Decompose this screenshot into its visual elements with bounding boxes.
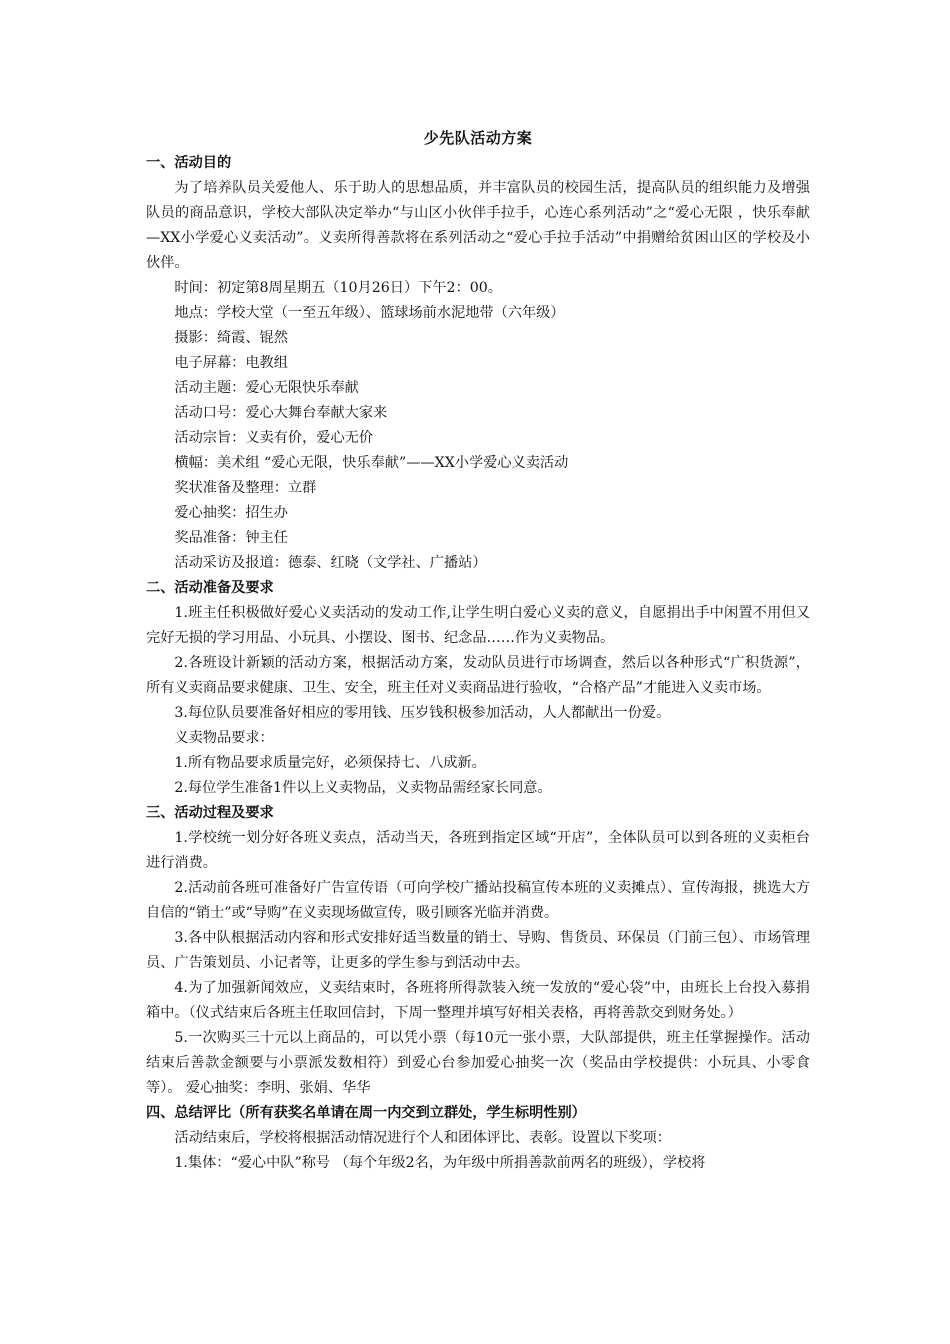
detail-line: 奖状准备及整理：立群 [174, 480, 317, 496]
detail-line: 活动宗旨：义卖有价，爱心无价 [174, 430, 374, 446]
requirement-item: 1.所有物品要求质量完好，必须保持七、八成新。 [174, 755, 486, 771]
document-title: 少先队活动方案 [423, 129, 533, 147]
detail-line: 活动口号：爱心大舞台奉献大家来 [174, 405, 388, 421]
requirements-label: 义卖物品要求： [174, 730, 274, 746]
paragraph: 5.一次购买三十元以上商品的，可以凭小票（每10元一张小票，大队部提供，班主任掌握操作。活动结束后善款金额要与小票派发数相符）到爱心台参加爱心抽奖一次（奖品由学校提供：小玩具、小零食等）。 爱心抽奖：李明、张娟、华华 [146, 1030, 810, 1096]
paragraph: 3.每位队员要准备好相应的零用钱、压岁钱积极参加活动，人人都献出一份爱。 [174, 705, 671, 721]
detail-line: 活动主题：爱心无限快乐奉献 [174, 380, 359, 396]
section-heading-4: 四、总结评比（所有获奖名单请在周一内交到立群处，学生标明性别） [146, 1105, 586, 1121]
paragraph: 为了培养队员关爱他人、乐于助人的思想品质，并丰富队员的校园生活，提高队员的组织能力及增强队员的商品意识，学校大部队决定举办“与山区小伙伴手拉手，心连心系列活动”之“爱心无限 ，快乐奉献—XX小学爱心义卖活动”。义卖所得善款将在系列活动之“爱心手拉手活动”中捐赠给贫困山区的学校及小伙伴。 [146, 180, 810, 271]
detail-line: 活动采访及报道：德泰、红晓（文学社、广播站） [174, 555, 487, 571]
detail-line: 电子屏幕：电教组 [174, 355, 288, 371]
section-heading-2: 二、活动准备及要求 [146, 580, 274, 596]
detail-line: 横幅：美术组 “爱心无限，快乐奉献”——XX小学爱心义卖活动 [174, 455, 569, 471]
requirement-item: 2.每位学生准备1件以上义卖物品，义卖物品需经家长同意。 [174, 780, 552, 796]
paragraph: 1.班主任积极做好爱心义卖活动的发动工作,让学生明白爱心义卖的意义，自愿捐出手中闲置不用但又完好无损的学习用品、小玩具、小摆设、图书、纪念品……作为义卖物品。 [146, 605, 810, 646]
detail-line: 地点：学校大堂（一至五年级）、篮球场前水泥地带（六年级） [174, 305, 565, 321]
paragraph: 2.各班设计新颖的活动方案，根据活动方案，发动队员进行市场调查，然后以各种形式“广积货源”，所有义卖商品要求健康、卫生、安全，班主任对义卖商品进行验收，“合格产品”才能进入义卖市场。 [146, 655, 810, 696]
paragraph: 1.集体：“爱心中队”称号 （每个年级2名，为年级中所捐善款前两名的班级），学校将 [174, 1155, 706, 1171]
paragraph: 1.学校统一划分好各班义卖点，活动当天，各班到指定区域“开店”，全体队员可以到各班的义卖柜台进行消费。 [146, 830, 810, 871]
document-body [146, 151, 810, 1176]
section-heading-1: 一、活动目的 [146, 155, 232, 171]
paragraph: 活动结束后，学校将根据活动情况进行个人和团体评比、表彰。设置以下奖项： [174, 1130, 671, 1146]
detail-line: 摄影：绮霞、锟然 [174, 330, 288, 346]
paragraph: 4.为了加强新闻效应，义卖结束时，各班将所得款装入统一发放的“爱心袋”中，由班长上台投入募捐箱中。（仪式结束后各班主任取回信封，下周一整理并填写好相关表格，再将善款交到财务处。） [146, 980, 810, 1021]
paragraph: 2.活动前各班可准备好广告宣传语（可向学校广播站投稿宣传本班的义卖摊点）、宣传海报，挑选大方自信的“销士”或“导购”在义卖现场做宣传，吸引顾客光临并消费。 [146, 880, 810, 921]
detail-line: 时间：初定第8周星期五（10月26日）下午2：00。 [174, 280, 502, 296]
paragraph: 3.各中队根据活动内容和形式安排好适当数量的销士、导购、售货员、环保员（门前三包）、市场管理员、广告策划员、小记者等，让更多的学生参与到活动中去。 [146, 930, 810, 971]
section-heading-3: 三、活动过程及要求 [146, 805, 274, 821]
detail-line: 奖品准备：钟主任 [174, 530, 288, 546]
detail-line: 爱心抽奖：招生办 [174, 505, 288, 521]
